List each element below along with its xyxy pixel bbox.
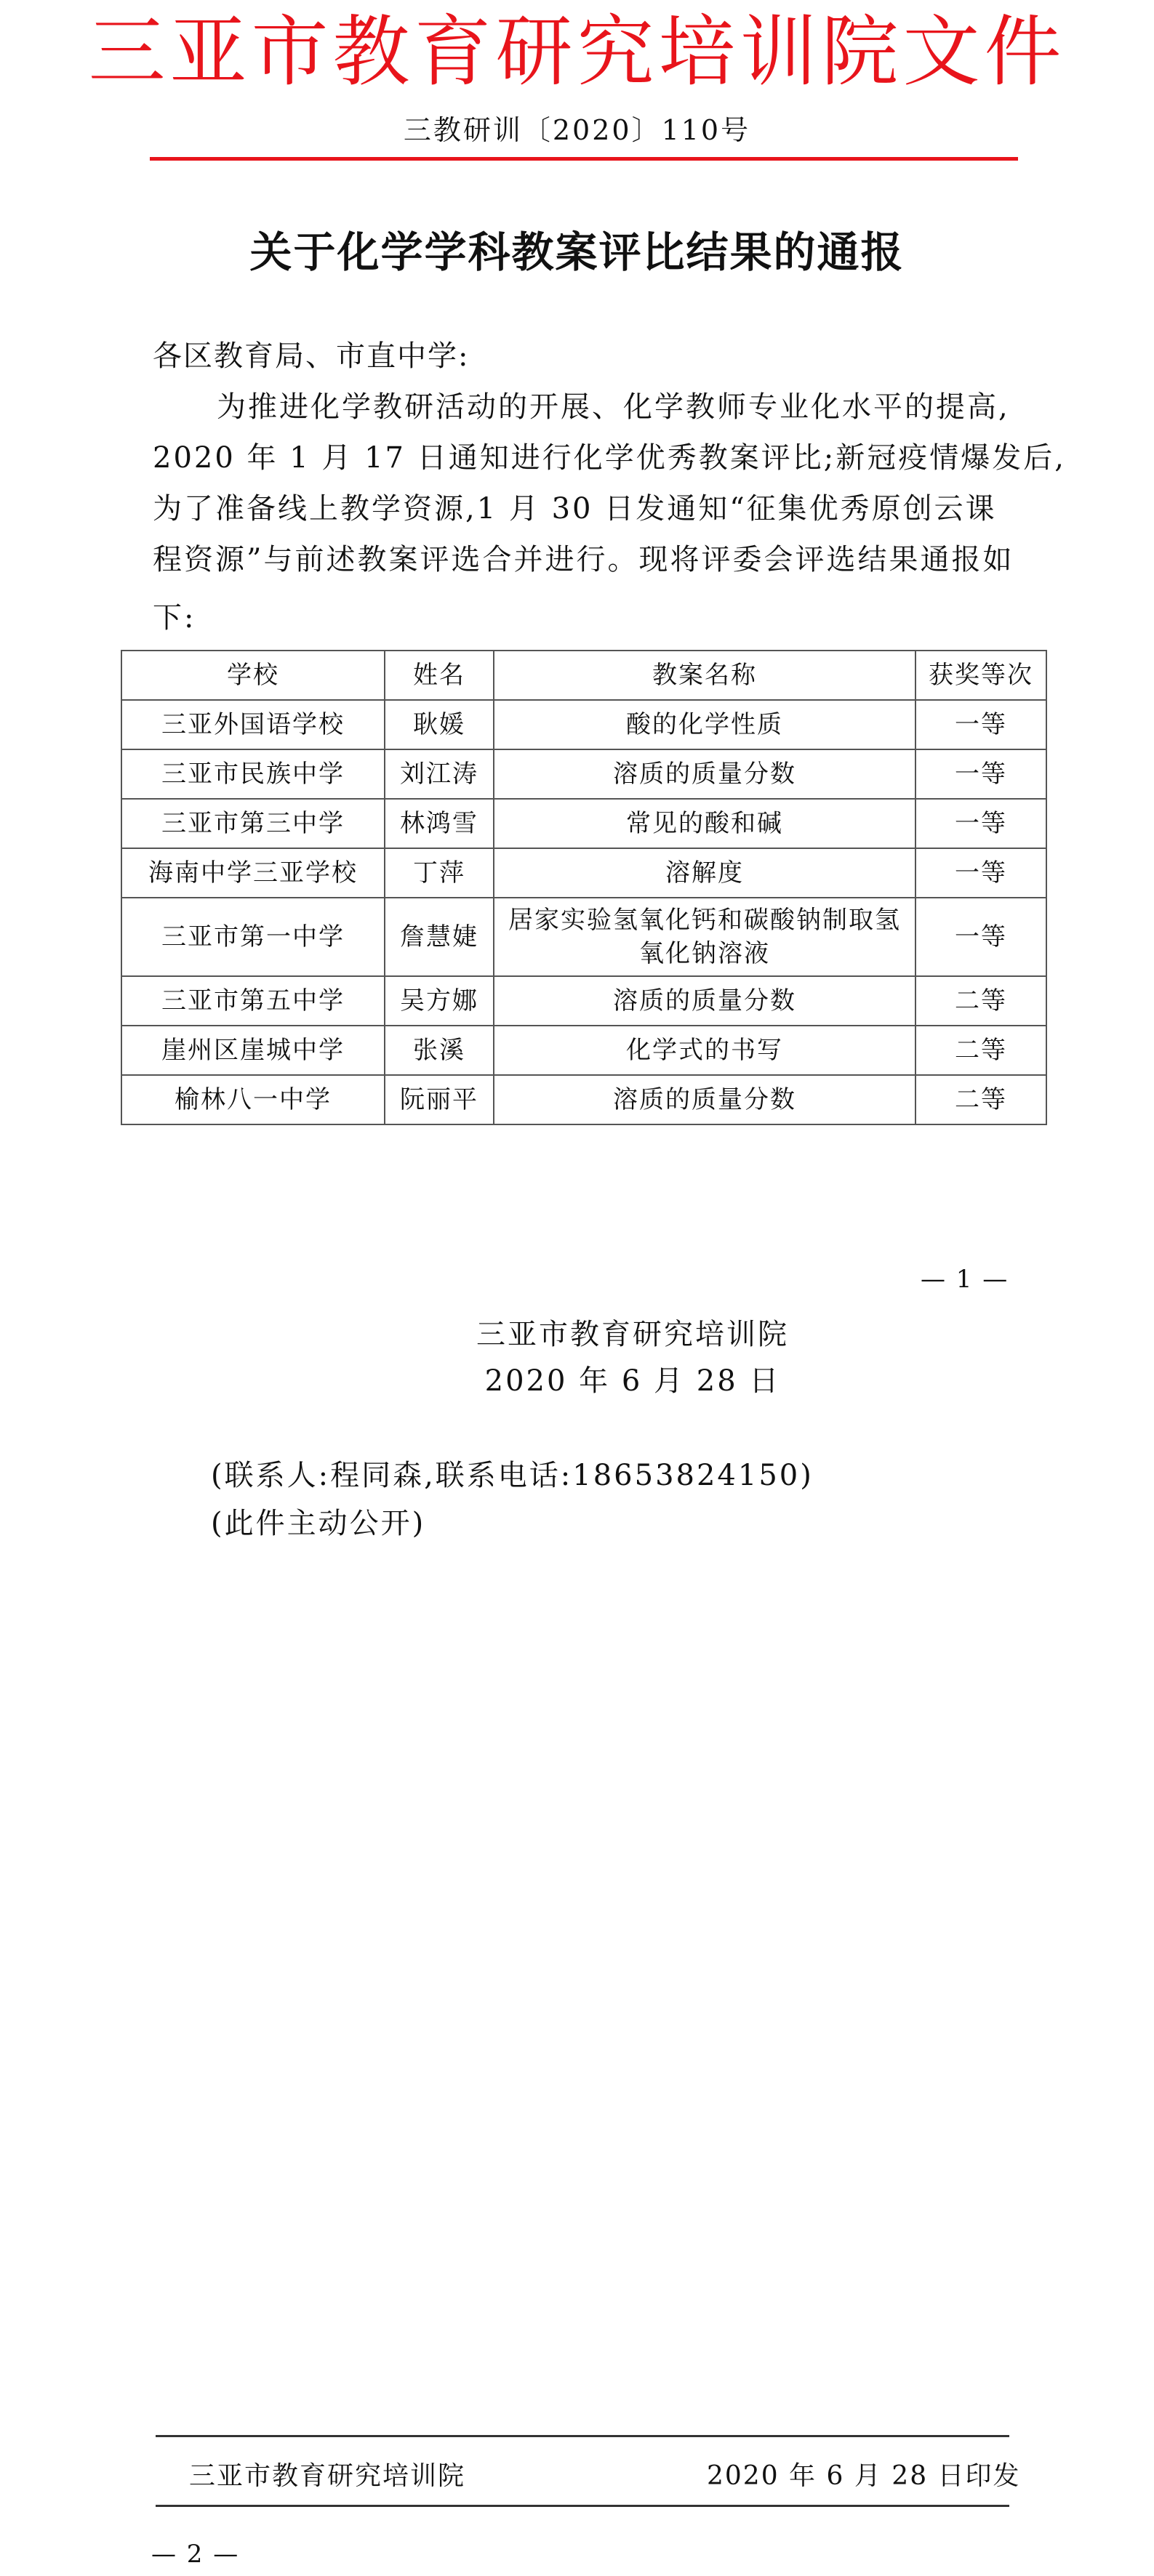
cell-name: 刘江涛 xyxy=(385,749,494,799)
header-plan: 教案名称 xyxy=(494,651,915,700)
cell-plan: 溶质的质量分数 xyxy=(494,749,915,799)
cell-name: 耿媛 xyxy=(385,700,494,749)
print-date: 2020 年 6 月 28 日印发 xyxy=(707,2461,1021,2491)
body-paragraph-line: 程资源”与前述教案评选合并进行。现将评委会评选结果通报如 xyxy=(153,543,1014,576)
cell-award: 二等 xyxy=(915,1026,1046,1075)
cell-plan: 常见的酸和碱 xyxy=(494,799,915,848)
cell-name: 林鸿雪 xyxy=(385,799,494,848)
cell-name: 詹慧婕 xyxy=(385,898,494,976)
cell-plan: 居家实验氢氧化钙和碳酸钠制取氢氧化钠溶液 xyxy=(494,898,915,976)
cell-school: 榆林八一中学 xyxy=(121,1075,385,1124)
signature-org: 三亚市教育研究培训院 xyxy=(476,1318,789,1351)
header-award: 获奖等次 xyxy=(915,651,1046,700)
cell-award: 二等 xyxy=(915,976,1046,1026)
cell-name: 阮丽平 xyxy=(385,1075,494,1124)
cell-plan: 溶质的质量分数 xyxy=(494,1075,915,1124)
cell-school: 三亚市第五中学 xyxy=(121,976,385,1026)
cell-award: 一等 xyxy=(915,898,1046,976)
header-name: 姓名 xyxy=(385,651,494,700)
cell-school: 三亚市民族中学 xyxy=(121,749,385,799)
contact-info: (联系人:程同森,联系电话:18653824150) xyxy=(211,1459,814,1492)
cell-name: 吴方娜 xyxy=(385,976,494,1026)
cell-school: 三亚外国语学校 xyxy=(121,700,385,749)
table-header-row xyxy=(121,651,1046,700)
table-row xyxy=(121,976,1046,1026)
header-school: 学校 xyxy=(121,651,385,700)
cell-plan: 酸的化学性质 xyxy=(494,700,915,749)
cell-plan: 溶解度 xyxy=(494,848,915,898)
cell-award: 一等 xyxy=(915,848,1046,898)
cell-name: 丁萍 xyxy=(385,848,494,898)
cell-plan: 溶质的质量分数 xyxy=(494,976,915,1026)
cell-award: 二等 xyxy=(915,1075,1046,1124)
page-number: — 1 — xyxy=(921,1265,1009,1294)
footer-bottom-rule xyxy=(156,2505,1009,2507)
header-red-rule xyxy=(150,157,1018,161)
cell-school: 三亚市第三中学 xyxy=(121,799,385,848)
page-number: — 2 — xyxy=(151,2540,240,2569)
public-note: (此件主动公开) xyxy=(211,1507,426,1540)
doc-number: 三教研训〔2020〕110号 xyxy=(403,114,751,146)
cell-award: 一等 xyxy=(915,799,1046,848)
print-org: 三亚市教育研究培训院 xyxy=(189,2461,466,2491)
signature-date: 2020 年 6 月 28 日 xyxy=(484,1364,781,1398)
body-paragraph-line: 2020 年 1 月 17 日通知进行化学优秀教案评比;新冠疫情爆发后, xyxy=(153,441,1066,475)
results-table xyxy=(121,650,1047,1125)
cell-name: 张溪 xyxy=(385,1026,494,1075)
table-row xyxy=(121,848,1046,898)
cell-award: 一等 xyxy=(915,749,1046,799)
salutation: 各区教育局、市直中学: xyxy=(153,339,470,373)
table-row xyxy=(121,749,1046,799)
table-row xyxy=(121,799,1046,848)
body-paragraph-line: 为了准备线上教学资源,1 月 30 日发通知“征集优秀原创云课 xyxy=(153,492,997,526)
cell-school: 海南中学三亚学校 xyxy=(121,848,385,898)
table-row xyxy=(121,700,1046,749)
cell-award: 一等 xyxy=(915,700,1046,749)
document-title: 关于化学学科教案评比结果的通报 xyxy=(249,228,905,277)
footer-top-rule xyxy=(156,2435,1009,2437)
cell-plan: 化学式的书写 xyxy=(494,1026,915,1075)
org-title: 三亚市教育研究培训院文件 xyxy=(88,7,1066,97)
table-row xyxy=(121,1026,1046,1075)
body-paragraph-line: 下: xyxy=(153,601,196,635)
cell-school: 三亚市第一中学 xyxy=(121,898,385,976)
table-row xyxy=(121,1075,1046,1124)
body-paragraph-line: 为推进化学教研活动的开展、化学教师专业化水平的提高, xyxy=(217,390,1010,424)
table-row xyxy=(121,898,1046,976)
cell-school: 崖州区崖城中学 xyxy=(121,1026,385,1075)
